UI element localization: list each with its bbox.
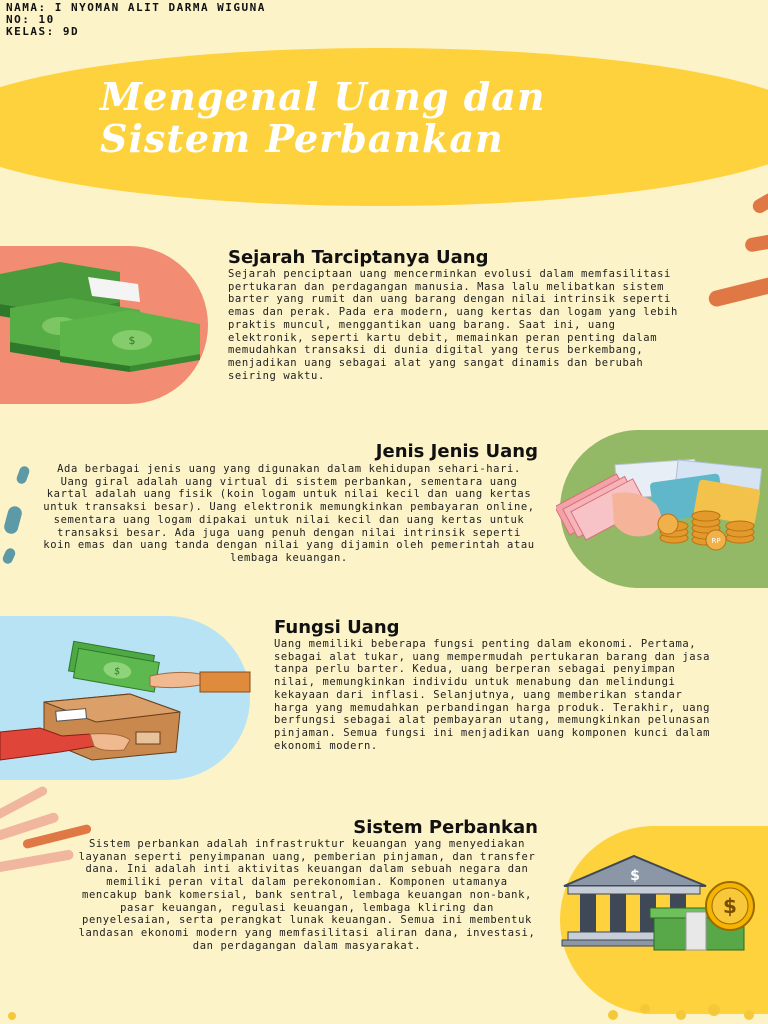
decor-stroke [707,276,768,308]
section-jenis [40,442,538,565]
section-sejarah-heading: Sejarah Tarciptanya Uang [228,247,489,268]
decor-stroke [750,190,768,215]
bank-building-icon [558,850,768,954]
decor-dot [8,1012,16,1020]
exchange-dollar-sign: $ [113,665,122,678]
decor-dot [1,547,17,566]
decor-streak [0,785,49,820]
money-dollar-sign: $ [128,334,136,347]
rupiah-money-icon [556,458,768,554]
section-fungsi [274,618,714,752]
page-title [100,76,660,160]
title-line-1: Mengenal Uang dan [100,74,546,119]
section-jenis-heading: Jenis Jenis Uang [375,441,538,462]
student-name: NAMA: I NYOMAN ALIT DARMA WIGUNA [6,1,266,14]
decor-streak [0,849,74,873]
section-perbankan-body: Sistem perbankan adalah infrastruktur keuangan yang menyediakan layanan seperti penyimpanan uang, pemberian pinjaman, dan transfer dana. Ini adalah inti aktivitas keuangan dalam sebuah negara dan memiliki peran vital dalam perekonomian. Komponen utamanya mencakup bank komersial, bank sentral, lembaga keuangan non-bank, pasar keuangan, regulasi keuangan, lembaga kliring dan penyelesaian, serta perangkat lunak keuangan. Semua ini membentuk landasan ekonomi modern yang memfasilitasi aliran dana, investasi, dan perdagangan dalam masyarakat. [78,838,536,952]
section-fungsi-body: Uang memiliki beberapa fungsi penting dalam ekonomi. Pertama, sebagai alat tukar, uang mempermudah pertukaran barang dan jasa tanpa perlu barter. Kedua, uang berperan sebagai penyimpan nilai, memungkinkan individu untuk menabung dan melindungi kekayaan dari inflasi. Selanjutnya, uang memberikan standar harga yang memudahkan perbandingan harga produk. Terakhir, uang berfungsi sebagai alat pembayaran utang, memungkinkan pelunasan pinjaman. Semua fungsi ini menjadikan uang komponen kunci dalam ekonomi modern. [274,638,711,752]
section-sejarah-body: Sejarah penciptaan uang mencerminkan evolusi dalam memfasilitasi pertukaran dan perdagangan manusia. Masa lalu melibatkan sistem barter yang rumit dan uang barang dengan nilai intrinsik seperti emas dan perak. Pada era modern, uang kertas dan logam yang lebih praktis muncul, menggantikan uang barang. Saat ini, uang elektronik, seperti kartu debit, memainkan peran penting dalam memudahkan transaksi di dunia digital yang terus berkembang, menjadikan uang sebagai alat yang sangat dinamis dan berubah seiring waktu. [228,268,678,382]
section-sejarah [228,248,698,382]
decor-dot [15,465,31,485]
coin-rp-label: RP [711,537,721,545]
decor-dot [3,505,24,536]
bank-dollar-sign: $ [630,868,640,884]
title-line-2: Sistem Perbankan [100,116,504,161]
coin-dollar-sign: $ [723,894,737,918]
decor-dot [640,1004,650,1014]
section-jenis-body: Ada berbagai jenis uang yang digunakan dalam kehidupan sehari-hari. Uang giral adalah uang virtual di sistem perbankan, sementara uang kartal adalah uang fisik (koin logam untuk nilai kecil dan uang kertas untuk transaksi besar). Uang elektronik memungkinkan pembayaran online, sementara uang logam dipakai untuk nilai kecil dan uang kertas untuk transaksi besar. Ada juga uang penuh dengan nilai intrinsik seperti koin emas dan uang tanda dengan nilai yang dijamin oleh pemerintah atau lembaga keuangan. [43,463,535,564]
decor-dot [676,1010,686,1020]
decor-dot [608,1010,618,1020]
section-perbankan [76,818,538,952]
decor-stroke [744,233,768,253]
decor-dot [744,1010,754,1020]
student-info [6,2,266,38]
student-number: NO: 10 [6,13,55,26]
money-exchange-icon [0,640,252,764]
student-class: KELAS: 9D [6,25,80,38]
section-fungsi-heading: Fungsi Uang [274,617,400,638]
money-stack-icon [0,262,205,372]
section-perbankan-heading: Sistem Perbankan [353,817,538,838]
decor-dot [708,1004,720,1016]
